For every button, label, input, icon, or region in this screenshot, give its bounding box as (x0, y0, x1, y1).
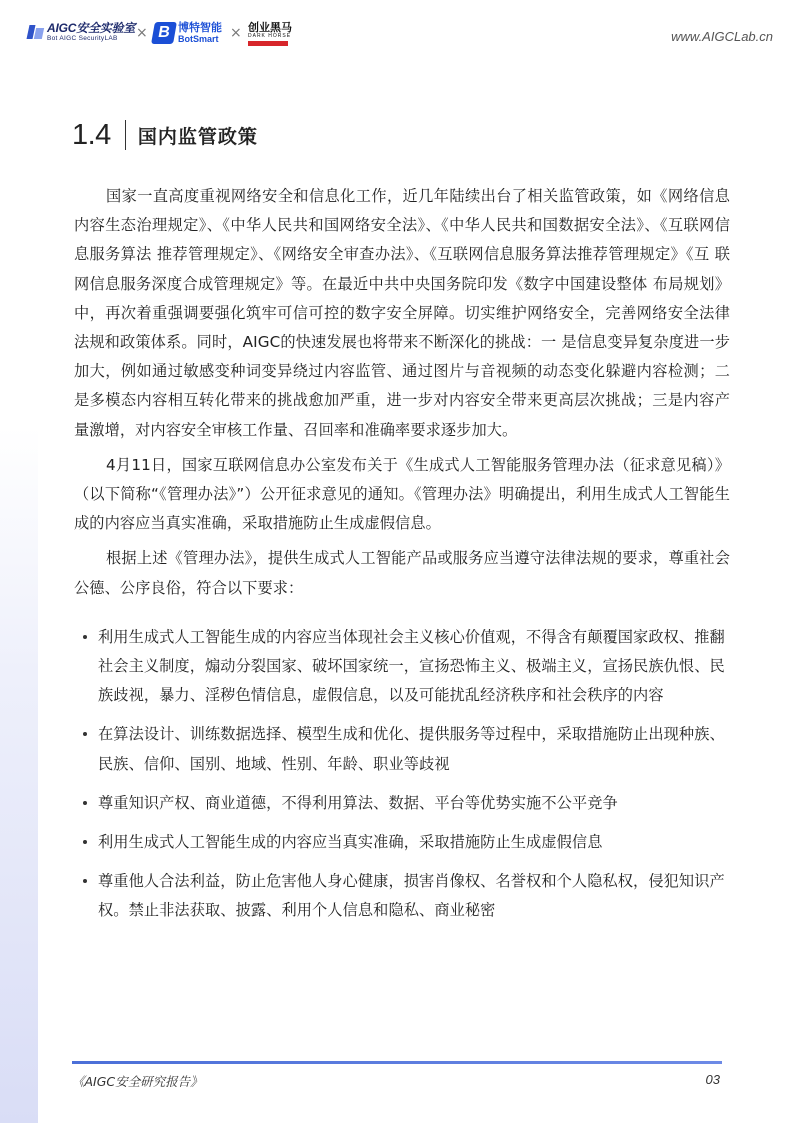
footer-report-title: 《AIGC安全研究报告》 (72, 1074, 203, 1089)
section-title: 国内监管政策 (137, 125, 258, 148)
bullet-dot-icon (83, 635, 87, 639)
bullet-dot-icon (83, 732, 87, 736)
logo3-en-text: DARK HORSE (248, 33, 292, 39)
paragraph: 国家一直高度重视网络安全和信息化工作，近几年陆续出台了相关监管政策，如《网络信息内容生态治理规定》、《中华人民共和国网络安全法》、《中华人民共和国数据安全法》、《互联网信息服务算法 推荐管理规定》、《网络安全审查办法》、《互联网信息服务算法推荐管理规定》《互 联网信息服务深度合成管理规定》等。在最近中共中央国务院印发《数字中国建设整体 布局规划》中，再次着重强调要强化筑牢可信可控的数字安全屏障。切实维护网络安全，完善网络安全法律法规和政策体系。同时，AIGC的快速发展也将带来不断深化的挑战：一 是信息变异复杂度进一步加大，例如通过敏感变种词变异绕过内容监管、通过图片与音视频的动态变化躲避内容检测；二是多模态内容相互转化带来的挑战愈加严重，进一步对内容安全带来更高层次挑战；三是内容产量激增，对内容安全审核工作量、召回率和准确率要求逐步加大。 (74, 187, 730, 439)
bullet-dot-icon (83, 840, 87, 844)
list-item-text: 在算法设计、训练数据选择、模型生成和优化、提供服务等过程中，采取措施防止出现种族、民族、信仰、国别、地域、性别、年龄、职业等歧视 (98, 725, 725, 773)
page-number: 03 (705, 1072, 720, 1087)
section-number: 1.4 (72, 118, 111, 151)
logo3-red-bar (248, 41, 288, 46)
logo-separator-2: × (230, 25, 242, 41)
section-heading (72, 118, 258, 152)
list-item (74, 720, 730, 778)
site-url: www.AIGCLab.cn (671, 29, 773, 44)
logo2-en-text: BotSmart (178, 34, 219, 44)
logo1-main-text: AIGC安全实验室 (47, 21, 136, 35)
dark-horse-logo (248, 22, 292, 46)
list-item (74, 623, 730, 711)
list-item-text: 尊重知识产权、商业道德，不得利用算法、数据、平台等优势实施不公平竞争 (98, 793, 618, 812)
paragraph: 4月11日，国家互联网信息办公室发布关于《生成式人工智能服务管理办法（征求意见稿）》（以下简称“《管理办法》”）公开征求意见的通知。《管理办法》明确提出，利用生成式人工智能生成的内容应当真实准确，采取措施防止生成虚假信息。 (74, 455, 730, 533)
logo2-cn-text: 博特智能 (178, 21, 222, 34)
list-item-text: 利用生成式人工智能生成的内容应当真实准确，采取措施防止生成虚假信息 (98, 833, 603, 852)
requirements-list (74, 623, 730, 926)
aigc-logo-mark-icon (28, 23, 44, 41)
list-item (74, 789, 730, 818)
logo-separator-1: × (136, 25, 148, 41)
botsmart-logo (153, 22, 222, 44)
list-item (74, 867, 730, 925)
left-gradient-band (0, 0, 38, 1123)
logo3-cn-text: 创业黑马 (248, 21, 292, 34)
bullet-dot-icon (83, 879, 87, 883)
section-divider (125, 120, 126, 150)
paragraph: 根据上述《管理办法》，提供生成式人工智能产品或服务应当遵守法律法规的要求，尊重社会公德、公序良俗，符合以下要求： (74, 549, 730, 597)
botsmart-mark-icon: B (151, 22, 177, 44)
logo1-sub-text: Bot AIGC SecurityLAB (47, 35, 118, 42)
footer-divider (72, 1061, 722, 1064)
page-header (28, 22, 773, 52)
aigc-security-lab-logo (28, 22, 135, 43)
main-content (74, 182, 730, 926)
list-item-text: 尊重他人合法利益，防止危害他人身心健康，损害肖像权、名誉权和个人隐私权，侵犯知识产权。禁止非法获取、披露、利用个人信息和隐私、商业秘密 (98, 872, 725, 920)
list-item-text: 利用生成式人工智能生成的内容应当体现社会主义核心价值观，不得含有颠覆国家政权、推翻社会主义制度，煽动分裂国家、破坏国家统一，宣扬恐怖主义、极端主义，宣扬民族仇恨、民族歧视，暴力、淫秽色情信息，虚假信息，以及可能扰乱经济秩序和社会秩序的内容 (98, 627, 725, 705)
list-item (74, 828, 730, 857)
bullet-dot-icon (83, 801, 87, 805)
